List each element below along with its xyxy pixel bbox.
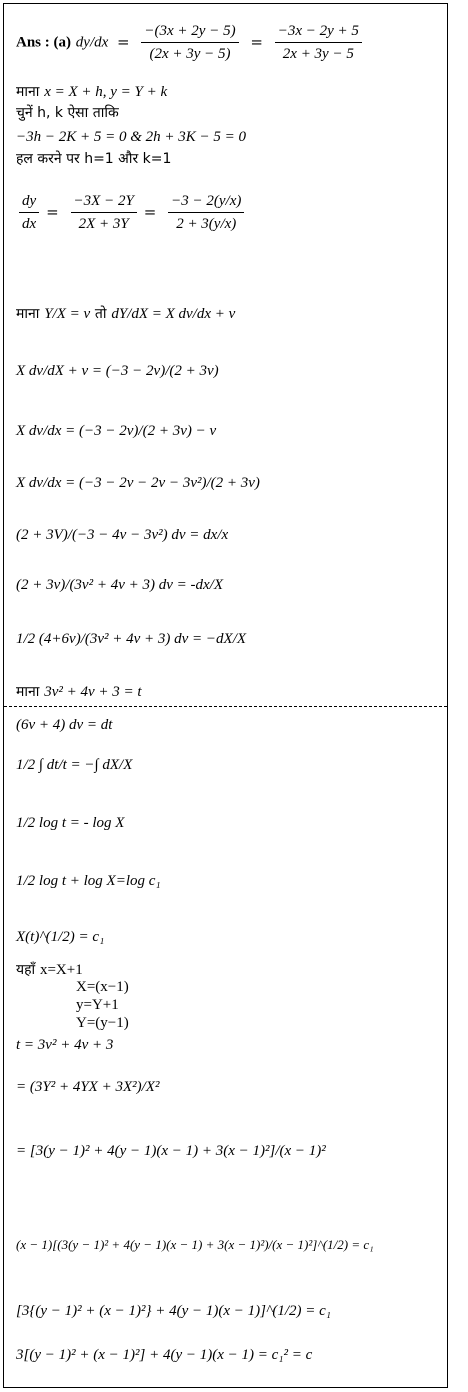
solution-panel [3,3,448,1388]
equation-l10: X dv/dx = (−3 − 2v − 2v − 3v²)/(2 + 3v) [16,475,260,491]
equation-l27: (x − 1)[(3(y − 1)² + 4(y − 1)(x − 1) + 3(x − 1)²)/(x − 1)²]^(1/2) = c₁ [16,1237,374,1252]
equation-l1-lhs: dy/dx [75,34,109,51]
equation-l25: = (3Y² + 4YX + 3X²)/X² [16,1079,160,1095]
equation-l15: (6v + 4) dv = dt [16,717,113,733]
equation-l2: माना x = X + h, y = Y + k [16,84,168,100]
answer-line: Ans : (a) dy/dx = $\frac{-(3x + 2y - 5)}{(2x + 3y - 5)}$ = $\frac{-3x - 2y + 5}{2x + 3y - 5}$ [16,22,365,63]
answer-label: Ans : (a) [16,34,71,51]
equation-l23: Y=(y−1) [76,1015,129,1031]
equation-l7: माना Y/X = v तो dY/dX = X dv/dx + v [16,306,236,322]
equation-l6: $\frac{dy}{dx}$ = $\frac{-3X - 2Y}{2X + 3Y}$ = $\frac{-3 - 2(y/x)}{2 + 3(y/x)}$ [16,192,247,233]
equation-l16: 1/2 ∫ dt/t = −∫ dX/X [16,757,133,773]
text-l5: हल करने पर h=1 और k=1 [16,151,172,167]
equation-l26: = [3(y − 1)² + 4(y − 1)(x − 1) + 3(x − 1)²]/(x − 1)² [16,1143,326,1159]
equation-l11: (2 + 3V)/(−3 − 4v − 3v²) dv = dx/x [16,527,229,543]
equation-l17: 1/2 log t = - log X [16,815,125,831]
equation-l24: t = 3v² + 4v + 3 [16,1037,114,1053]
equation-l14: माना 3v² + 4v + 3 = t [16,684,142,700]
equation-l4: −3h − 2K + 5 = 0 & 2h + 3K − 5 = 0 [16,129,247,145]
equation-l29: 3[(y − 1)² + (x − 1)²] + 4(y − 1)(x − 1) = c₁² = c [16,1347,313,1363]
equation-l28: [3{(y − 1)² + (x − 1)²} + 4(y − 1)(x − 1)]^(1/2) = c₁ [16,1303,331,1319]
equation-l19: X(t)^(1/2) = c₁ [16,929,105,945]
page-break-divider [4,706,447,707]
equation-l9: X dv/dx = (−3 − 2v)/(2 + 3v) − v [16,423,217,439]
equation-l12: (2 + 3v)/(3v² + 4v + 3) dv = -dx/X [16,577,223,593]
equation-l21: X=(x−1) [76,979,129,995]
text-l3: चुनें h, k ऐसा ताकि [16,105,119,121]
equation-l20: यहाँ x=X+1 [16,962,83,978]
equation-l8: X dv/dX + v = (−3 − 2v)/(2 + 3v) [16,363,219,379]
equation-l18: 1/2 log t + log X=log c₁ [16,873,161,889]
equation-l22: y=Y+1 [76,997,119,1013]
equation-l1-frac1: $\frac{-(3x + 2y - 5)}{(2x + 3y - 5)}$ [141,22,238,63]
equation-l13: 1/2 (4+6v)/(3v² + 4v + 3) dv = −dX/X [16,631,247,647]
equation-l1-frac2: $\frac{-3x - 2y + 5}{2x + 3y - 5}$ [275,22,362,63]
